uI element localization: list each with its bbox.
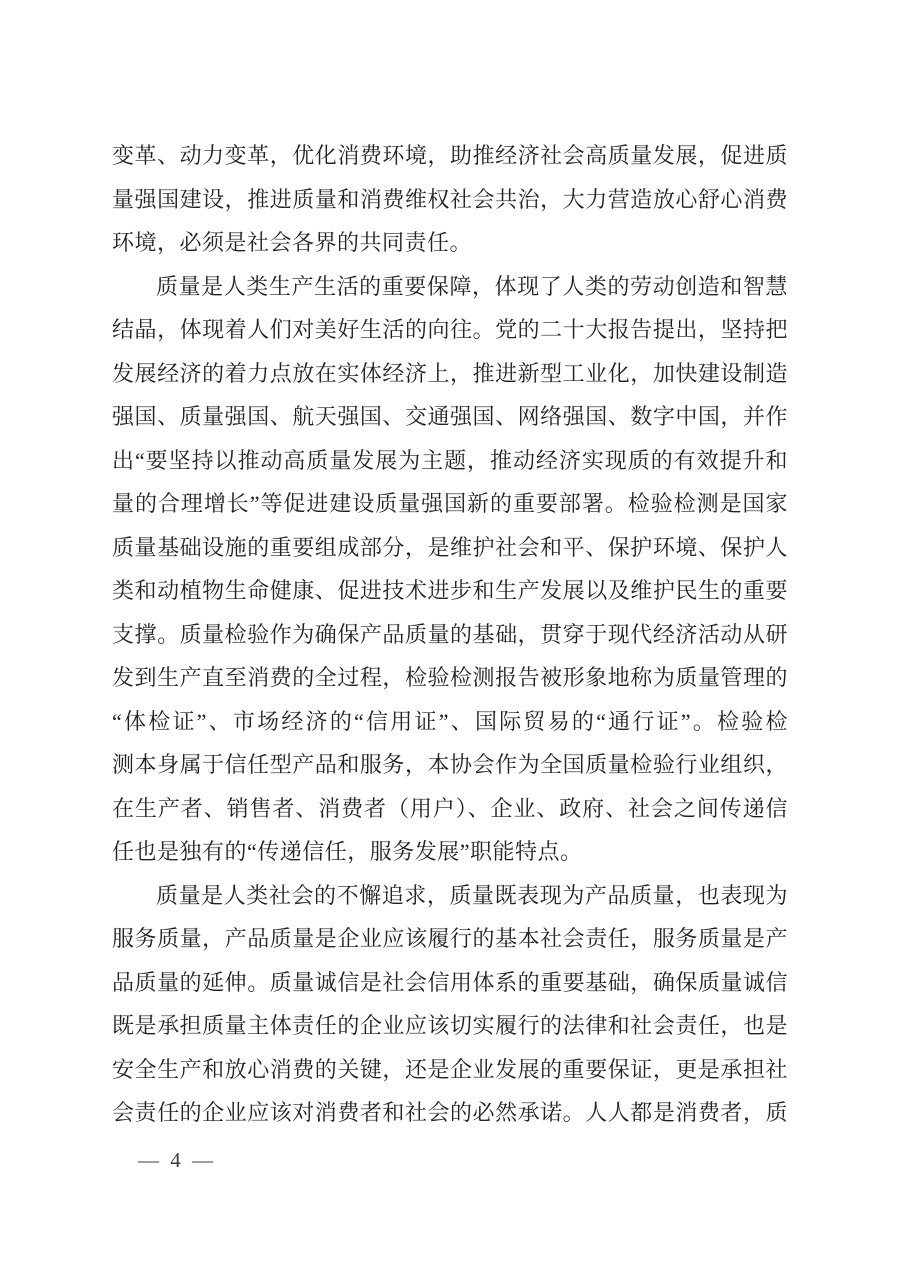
- paragraph-continuation: [112, 134, 788, 265]
- text-line: 环境，必须是社会各界的共同责任。: [112, 230, 473, 255]
- text-line: 品质量的延伸。质量诚信是社会信用体系的重要基础，确保质量诚信: [112, 969, 788, 995]
- text-line: 量的合理增长”等促进建设质量强国新的重要部署。检验检测是国家: [112, 491, 788, 516]
- paragraph-quality-integrity: [112, 874, 788, 1135]
- text-line: 既是承担质量主体责任的企业应该切实履行的法律和社会责任，也是: [112, 1013, 788, 1038]
- text-line: 任也是独有的“传递信任，服务发展”职能特点。: [112, 839, 583, 864]
- text-line: 出“要坚持以推动高质量发展为主题，推动经济实现质的有效提升和: [112, 447, 788, 473]
- body-text: [112, 134, 788, 1135]
- text-line: 测本身属于信任型产品和服务，本协会作为全国质量检验行业组织，: [112, 752, 788, 777]
- text-line: 强国、质量强国、航天强国、交通强国、网络强国、数字中国，并作: [112, 404, 788, 429]
- text-line: 变革、动力变革，优化消费环境，助推经济社会高质量发展，促进质: [112, 143, 788, 168]
- text-line: 量强国建设，推进质量和消费维权社会共治，大力营造放心舒心消费: [112, 186, 788, 212]
- text-line: 结晶，体现着人们对美好生活的向往。党的二十大报告提出，坚持把: [112, 317, 788, 342]
- text-line: 质量基础设施的重要组成部分，是维护社会和平、保护环境、保护人: [112, 534, 788, 560]
- text-line: 质量是人类社会的不懈追求，质量既表现为产品质量，也表现为: [156, 882, 788, 908]
- text-line: 质量是人类生产生活的重要保障，体现了人类的劳动创造和智慧: [156, 273, 788, 299]
- paragraph-quality-assurance: [112, 265, 788, 874]
- text-line: 在生产者、销售者、消费者（用户）、企业、政府、社会之间传递信: [112, 795, 788, 821]
- text-line: 服务质量，产品质量是企业应该履行的基本社会责任，服务质量是产: [112, 926, 788, 951]
- page-number: — 4 —: [138, 1148, 216, 1172]
- text-line: 会责任的企业应该对消费者和社会的必然承诺。人人都是消费者，质: [112, 1100, 788, 1125]
- text-line: 发展经济的着力点放在实体经济上，推进新型工业化，加快建设制造: [112, 360, 788, 386]
- text-line: 发到生产直至消费的全过程，检验检测报告被形象地称为质量管理的: [112, 665, 788, 690]
- text-line: “体检证”、市场经济的“信用证”、国际贸易的“通行证”。检验检: [112, 708, 788, 734]
- text-line: 类和动植物生命健康、促进技术进步和生产发展以及维护民生的重要: [112, 578, 788, 603]
- text-line: 安全生产和放心消费的关键，还是企业发展的重要保证，更是承担社: [112, 1056, 788, 1082]
- text-line: 支撑。质量检验作为确保产品质量的基础，贯穿于现代经济活动从研: [112, 621, 788, 647]
